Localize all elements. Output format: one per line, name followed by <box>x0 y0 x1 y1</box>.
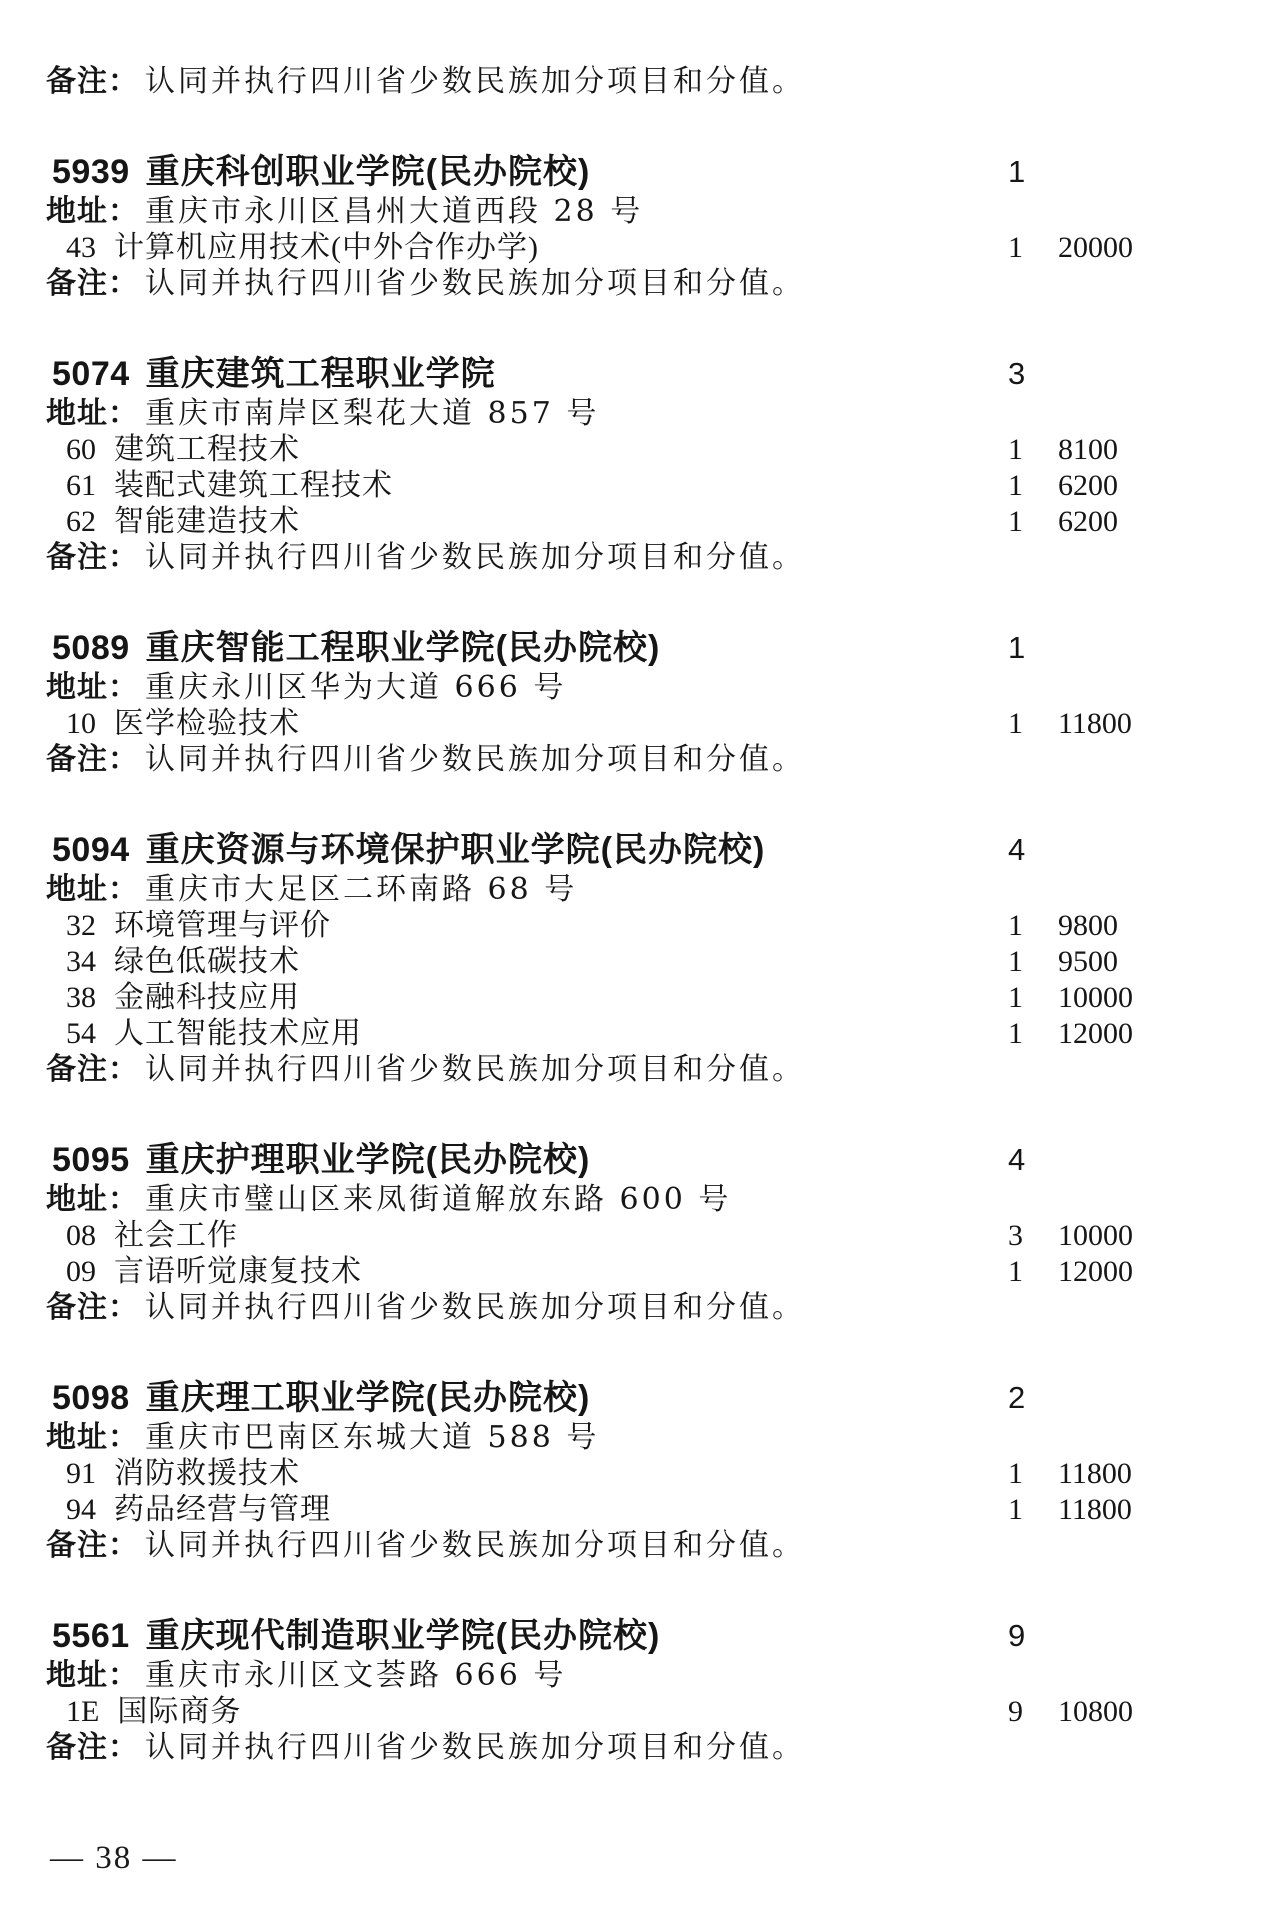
school-address-line <box>0 872 1270 908</box>
school-name: 重庆资源与环境保护职业学院(民办院校) <box>145 831 766 869</box>
school-address-line <box>0 670 1270 706</box>
major-fee: 9500 <box>1058 945 1118 978</box>
major-fee: 11800 <box>1058 1457 1132 1490</box>
address-label: 地址： <box>46 1659 139 1692</box>
major-list <box>0 1694 1270 1730</box>
school-code: 5098 <box>52 1379 130 1417</box>
address-label: 地址： <box>46 873 139 906</box>
major-name: 环境管理与评价 <box>114 909 331 942</box>
school-list <box>0 150 1270 1766</box>
school-name: 重庆理工职业学院(民办院校) <box>145 1379 591 1417</box>
school-heading <box>0 1138 1270 1182</box>
major-name: 人工智能技术应用 <box>114 1017 362 1050</box>
school-name: 重庆护理职业学院(民办院校) <box>145 1141 591 1179</box>
address-text: 重庆市巴南区东城大道 588 号 <box>145 1420 600 1455</box>
school-note-line <box>0 1730 1270 1766</box>
note-text: 认同并执行四川省少数民族加分项目和分值。 <box>145 540 805 575</box>
major-count: 1 <box>1008 707 1023 740</box>
school-plan-count: 9 <box>1008 1618 1026 1653</box>
major-list <box>0 1456 1270 1528</box>
major-name: 装配式建筑工程技术 <box>114 469 393 502</box>
school-address-line <box>0 1658 1270 1694</box>
note-label: 备注： <box>46 1053 139 1086</box>
address-text: 重庆市永川区昌州大道西段 28 号 <box>145 194 644 229</box>
major-row <box>0 1016 1270 1052</box>
major-row <box>0 980 1270 1016</box>
school-block <box>0 150 1270 302</box>
school-block <box>0 626 1270 778</box>
school-heading <box>0 828 1270 872</box>
address-text: 重庆市大足区二环南路 68 号 <box>145 872 578 907</box>
address-label: 地址： <box>46 397 139 430</box>
school-code: 5089 <box>52 629 130 667</box>
major-row <box>0 944 1270 980</box>
major-fee: 9800 <box>1058 909 1118 942</box>
major-count: 9 <box>1008 1695 1023 1728</box>
school-plan-count: 4 <box>1008 1142 1026 1177</box>
major-name: 医学检验技术 <box>114 707 300 740</box>
major-row <box>0 432 1270 468</box>
major-row <box>0 1694 1270 1730</box>
school-address-line <box>0 1182 1270 1218</box>
address-label: 地址： <box>46 195 139 228</box>
major-name: 言语听觉康复技术 <box>114 1255 362 1288</box>
major-row <box>0 504 1270 540</box>
major-name: 药品经营与管理 <box>114 1493 331 1526</box>
note-label: 备注： <box>46 1731 139 1764</box>
major-name: 计算机应用技术(中外合作办学) <box>114 231 539 264</box>
major-fee: 10000 <box>1058 981 1133 1014</box>
school-heading <box>0 626 1270 670</box>
address-text: 重庆市永川区文荟路 666 号 <box>145 1658 567 1693</box>
major-list <box>0 908 1270 1052</box>
school-heading <box>0 352 1270 396</box>
major-row <box>0 706 1270 742</box>
note-text: 认同并执行四川省少数民族加分项目和分值。 <box>145 1528 805 1563</box>
school-name: 重庆科创职业学院(民办院校) <box>145 153 591 191</box>
major-count: 1 <box>1008 1493 1023 1526</box>
note-text: 认同并执行四川省少数民族加分项目和分值。 <box>145 266 805 301</box>
major-row <box>0 1254 1270 1290</box>
school-plan-count: 3 <box>1008 356 1026 391</box>
school-address-line <box>0 396 1270 432</box>
major-code: 32 <box>66 909 96 942</box>
major-list <box>0 1218 1270 1290</box>
major-code: 91 <box>66 1457 96 1490</box>
page-top-note <box>0 64 1270 100</box>
major-name: 建筑工程技术 <box>114 433 300 466</box>
major-count: 1 <box>1008 1017 1023 1050</box>
note-text: 认同并执行四川省少数民族加分项目和分值。 <box>145 1290 805 1325</box>
school-block <box>0 828 1270 1088</box>
major-fee: 11800 <box>1058 1493 1132 1526</box>
major-row <box>0 468 1270 504</box>
major-count: 1 <box>1008 1255 1023 1288</box>
school-note-line <box>0 1528 1270 1564</box>
major-name: 智能建造技术 <box>114 505 300 538</box>
major-list <box>0 432 1270 540</box>
major-fee: 20000 <box>1058 231 1133 264</box>
school-plan-count: 4 <box>1008 832 1026 867</box>
school-plan-count: 1 <box>1008 630 1026 665</box>
major-code: 09 <box>66 1255 96 1288</box>
note-label: 备注： <box>46 1529 139 1562</box>
major-row <box>0 908 1270 944</box>
major-count: 1 <box>1008 909 1023 942</box>
major-fee: 12000 <box>1058 1255 1133 1288</box>
major-list <box>0 706 1270 742</box>
major-code: 62 <box>66 505 96 538</box>
note-label: 备注： <box>46 541 139 574</box>
school-note-line <box>0 266 1270 302</box>
school-name: 重庆现代制造职业学院(民办院校) <box>145 1617 661 1655</box>
school-heading <box>0 1614 1270 1658</box>
major-name: 金融科技应用 <box>114 981 300 1014</box>
major-count: 3 <box>1008 1219 1023 1252</box>
major-fee: 12000 <box>1058 1017 1133 1050</box>
major-fee: 6200 <box>1058 505 1118 538</box>
address-label: 地址： <box>46 1183 139 1216</box>
major-code: 60 <box>66 433 96 466</box>
major-count: 1 <box>1008 981 1023 1014</box>
major-code: 61 <box>66 469 96 502</box>
school-note-line <box>0 742 1270 778</box>
school-block <box>0 1614 1270 1766</box>
school-code: 5095 <box>52 1141 130 1179</box>
major-code: 34 <box>66 945 96 978</box>
note-label: 备注： <box>46 267 139 300</box>
school-name: 重庆智能工程职业学院(民办院校) <box>145 629 661 667</box>
note-text: 认同并执行四川省少数民族加分项目和分值。 <box>145 742 805 777</box>
school-address-line <box>0 1420 1270 1456</box>
school-note-line <box>0 540 1270 576</box>
school-heading <box>0 1376 1270 1420</box>
major-fee: 11800 <box>1058 707 1132 740</box>
major-code: 08 <box>66 1219 96 1252</box>
school-note-line <box>0 1052 1270 1088</box>
major-count: 1 <box>1008 1457 1023 1490</box>
school-plan-count: 2 <box>1008 1380 1026 1415</box>
major-fee: 10800 <box>1058 1695 1133 1728</box>
major-count: 1 <box>1008 945 1023 978</box>
major-name: 国际商务 <box>117 1695 242 1728</box>
major-code: 10 <box>66 707 96 740</box>
major-code: 54 <box>66 1017 96 1050</box>
school-code: 5094 <box>52 831 130 869</box>
major-count: 1 <box>1008 469 1023 502</box>
note-label: 备注： <box>46 65 139 98</box>
school-block <box>0 352 1270 576</box>
note-text: 认同并执行四川省少数民族加分项目和分值。 <box>145 1052 805 1087</box>
major-code: 94 <box>66 1493 96 1526</box>
school-note-line <box>0 1290 1270 1326</box>
major-count: 1 <box>1008 505 1023 538</box>
address-label: 地址： <box>46 671 139 704</box>
major-fee: 8100 <box>1058 433 1118 466</box>
note-label: 备注： <box>46 743 139 776</box>
school-heading <box>0 150 1270 194</box>
school-address-line <box>0 194 1270 230</box>
school-code: 5561 <box>52 1617 130 1655</box>
major-code: 1E <box>66 1695 100 1728</box>
school-block <box>0 1138 1270 1326</box>
major-row <box>0 230 1270 266</box>
major-count: 1 <box>1008 231 1023 264</box>
school-code: 5074 <box>52 355 130 393</box>
address-text: 重庆永川区华为大道 666 号 <box>145 670 567 705</box>
major-name: 社会工作 <box>114 1219 238 1252</box>
major-row <box>0 1456 1270 1492</box>
major-name: 绿色低碳技术 <box>114 945 300 978</box>
major-row <box>0 1218 1270 1254</box>
note-label: 备注： <box>46 1291 139 1324</box>
major-code: 43 <box>66 231 96 264</box>
address-text: 重庆市璧山区来凤街道解放东路 600 号 <box>145 1182 732 1217</box>
major-fee: 6200 <box>1058 469 1118 502</box>
major-name: 消防救援技术 <box>114 1457 300 1490</box>
major-row <box>0 1492 1270 1528</box>
note-text: 认同并执行四川省少数民族加分项目和分值。 <box>145 1730 805 1765</box>
page-number: — 38 — <box>50 1840 178 1876</box>
school-name: 重庆建筑工程职业学院 <box>145 355 496 393</box>
major-count: 1 <box>1008 433 1023 466</box>
major-list <box>0 230 1270 266</box>
school-plan-count: 1 <box>1008 154 1026 189</box>
major-code: 38 <box>66 981 96 1014</box>
note-text: 认同并执行四川省少数民族加分项目和分值。 <box>145 64 805 99</box>
school-block <box>0 1376 1270 1564</box>
major-fee: 10000 <box>1058 1219 1133 1252</box>
school-code: 5939 <box>52 153 130 191</box>
address-text: 重庆市南岸区梨花大道 857 号 <box>145 396 600 431</box>
address-label: 地址： <box>46 1421 139 1454</box>
